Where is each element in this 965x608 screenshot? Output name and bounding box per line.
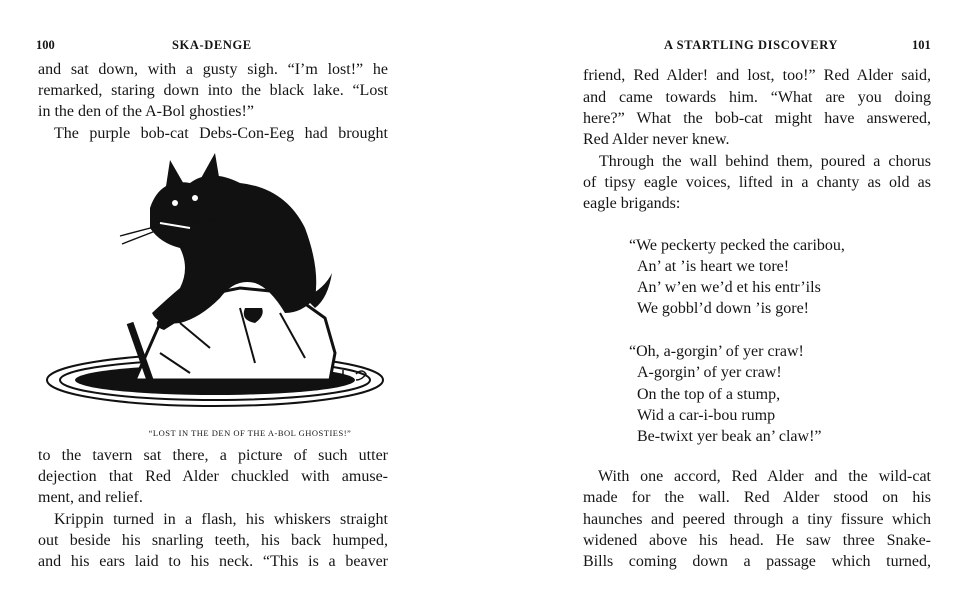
text-line: and sat down, with a gusty sigh. “I’m lost!” he bbox=[38, 61, 388, 78]
text-line: friend, Red Alder! and lost, too!” Red Alder said, bbox=[583, 67, 931, 84]
text-line: in the den of the A-Bol ghosties!” bbox=[38, 103, 254, 120]
page-number: 100 bbox=[36, 38, 55, 52]
text-line: Red Alder never knew. bbox=[583, 131, 730, 148]
text-line: eagle brigands: bbox=[583, 195, 681, 212]
running-head: A STARTLING DISCOVERY bbox=[664, 38, 839, 52]
text-line: ment, and relief. bbox=[38, 489, 143, 506]
text-line: widened above his head. He saw three Snake- bbox=[583, 532, 931, 549]
text-line: out beside his snarling teeth, his back humped, bbox=[38, 532, 388, 549]
text-line: made for the wall. Red Alder stood on his bbox=[583, 489, 931, 506]
verse-line: A-gorgin’ of yer craw! bbox=[637, 364, 782, 381]
text-line: and came towards him. “What are you doing bbox=[583, 89, 931, 106]
text-line: and his ears laid to his neck. “This is a beaver bbox=[38, 553, 388, 570]
verse-line: Wid a car-i-bou rump bbox=[637, 407, 776, 424]
verse-line: Be-twixt yer beak an’ claw!” bbox=[637, 428, 822, 445]
text-line: of tipsy eagle voices, lifted in a chanty as old as bbox=[583, 174, 931, 191]
text-line: The purple bob-cat Debs-Con-Eeg had brought bbox=[54, 125, 388, 142]
verse-line: On the top of a stump, bbox=[637, 386, 781, 403]
text-line: Krippin turned in a flash, his whiskers straight bbox=[54, 511, 388, 528]
left-page bbox=[0, 0, 440, 608]
bobcat-illustration bbox=[40, 148, 390, 420]
text-line: dejection that Red Alder chuckled with amuse- bbox=[38, 468, 388, 485]
running-head: SKA-DENGE bbox=[172, 38, 252, 52]
text-line: haunches and peered through a tiny fissure which bbox=[583, 511, 931, 528]
text-line: remarked, staring down into the black lake. “Lost bbox=[38, 82, 388, 99]
text-line: to the tavern sat there, a picture of such utter bbox=[38, 447, 388, 464]
page-number: 101 bbox=[912, 38, 931, 52]
verse-line: An’ w’en we’d et his entr’ils bbox=[637, 279, 821, 296]
text-line: With one accord, Red Alder and the wild-cat bbox=[598, 468, 931, 485]
verse-line: An’ at ’is heart we tore! bbox=[637, 258, 790, 275]
illustration-caption: “LOST IN THE DEN OF THE A-BOL GHOSTIES!” bbox=[148, 428, 352, 438]
text-line: Through the wall behind them, poured a chorus bbox=[599, 153, 931, 170]
text-line: Bills coming down a passage which turned, bbox=[583, 553, 931, 570]
verse-line: “Oh, a-gorgin’ of yer craw! bbox=[629, 343, 804, 360]
right-page bbox=[520, 0, 965, 608]
verse-line: “We peckerty pecked the caribou, bbox=[629, 237, 845, 254]
text-line: here?” What the bob-cat might have answered, bbox=[583, 110, 931, 127]
verse-line: We gobbl’d down ’is gore! bbox=[637, 300, 810, 317]
